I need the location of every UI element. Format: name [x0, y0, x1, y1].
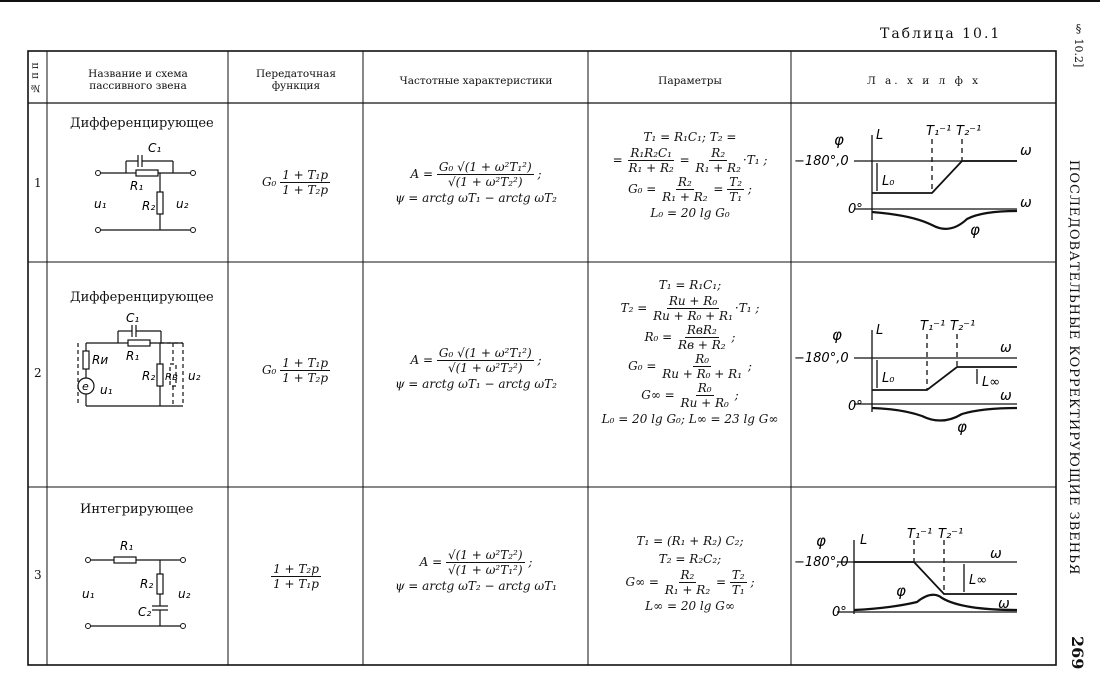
plot-t1: T₁⁻¹: [926, 124, 952, 139]
param-num: R₀: [695, 352, 710, 366]
param-den: R₁ + R₂: [628, 161, 674, 175]
parameters: T₁ = R₁C₁; T₂ = = $\frac{\text{R₁R₂C₁}}{\text{R₁ + R₂}}$ = $\frac{\text{R₂}}{\text{R₁ + R₂}}$ ·T₁ ; G₀ = $\frac{\text{R₂}}{\text{R₁ + R₂}}$ = $\frac{\text{T₂}}{\text{T₁}}$ ; L₀ = 20 lg G₀: [589, 128, 791, 222]
tf-num: 1 + T₂p: [273, 562, 319, 576]
label-u1: u₁: [82, 587, 95, 601]
label-c2: C₂: [138, 605, 152, 619]
param-num: R₀: [697, 381, 712, 395]
label-r1: R₁: [130, 179, 144, 193]
freq-a-den: √(1 + ω²T₁²): [447, 563, 523, 577]
plot-t2: T₂⁻¹: [950, 319, 976, 334]
row-title: Дифференцирующее: [70, 290, 214, 305]
header-transfer-line1: Передаточная: [256, 68, 336, 80]
plot-t2: T₂⁻¹: [956, 124, 982, 139]
plot-omega: ω: [990, 546, 1002, 562]
param-line: L∞ = 20 lg G∞: [645, 599, 735, 613]
row-title: Интегрирующее: [80, 502, 194, 517]
plot-y180: −180°,0: [794, 351, 849, 366]
param-line: L₀ = 20 lg G₀; L∞ = 23 lg G∞: [601, 412, 779, 426]
plot-omega: ω: [1000, 388, 1012, 404]
freq-characteristics: A = $\frac{\text{√(1 + ω²T₂²)}}{\text{√(1 + ω²T₁²)}}$ ; ψ = arctg ωT₂ − arctg ωT₁: [364, 548, 588, 595]
plot-omega: ω: [1020, 195, 1032, 211]
freq-characteristics: A = $\frac{\text{G₀ √(1 + ω²T₁²)}}{\text{√(1 + ω²T₂²)}}$ ; ψ = arctg ωT₁ − arctg ωT₂: [364, 160, 588, 207]
row-title: Дифференцирующее: [70, 116, 214, 131]
plot-y0: 0°: [832, 605, 847, 620]
plot-L: L: [860, 533, 868, 548]
param-num: T₂: [729, 175, 743, 189]
plot-Linf: L∞: [982, 375, 1001, 390]
circuit-diagram: [48, 306, 228, 446]
param-line: T₁ = R₁C₁;: [658, 278, 722, 292]
label-u2: u₂: [188, 369, 201, 383]
parameters: T₁ = R₁C₁; T₂ = $\frac{\text{Rи + R₀}}{\text{Rи + R₀ + R₁}}$ ·T₁ ; R₀ = $\frac{\text{RвR₂}}{\text{Rв + R₂}}$ ; G₀ = $\frac{\text{R₀}}{\text{Rи + R₀ + R₁}}$ ; G∞ = $\frac{\text{R₀}}{\text{Rи + R₀}}$ ; L₀ = 20 lg G₀; L∞ = 23 lg G∞: [589, 276, 791, 428]
param-den: R₁ + R₂: [664, 583, 711, 597]
param-num: T₂: [731, 568, 745, 582]
plot-y180: −180°,0: [794, 154, 849, 169]
param-den: R₁ + R₂: [695, 161, 741, 175]
row-num: 3: [34, 568, 42, 582]
plot-omega: ω: [1020, 143, 1032, 159]
param-num: RвR₂: [686, 323, 717, 337]
circuit-diagram: [48, 518, 228, 658]
parameters: T₁ = (R₁ + R₂) C₂; T₂ = R₂C₂; G∞ = $\frac{\text{R₂}}{\text{R₁ + R₂}}$ = $\frac{\text{T₂}}{\text{T₁}}$ ; L∞ = 20 lg G∞: [589, 532, 791, 615]
freq-psi: ψ = arctg ωT₁ − arctg ωT₂: [395, 191, 557, 205]
param-den: Rи + R₀: [680, 396, 729, 410]
plot-L0: L₀: [882, 371, 895, 386]
freq-a-label: A =: [419, 555, 443, 569]
plot-phi: φ: [832, 326, 842, 344]
tf-num: 1 + T₁p: [282, 168, 329, 182]
param-line: T₁ = (R₁ + R₂) C₂;: [636, 534, 744, 548]
circuit-diagram: [48, 130, 228, 260]
param-den: T₁: [731, 583, 745, 597]
label-r1: R₁: [126, 349, 140, 363]
bode-plot: [792, 115, 1056, 255]
header-lachx: Л а. х и л ф х: [866, 75, 982, 87]
label-r2: R₂: [142, 199, 156, 213]
tf-gain: G₀: [261, 363, 277, 377]
plot-t2: T₂⁻¹: [938, 527, 964, 542]
freq-a-den: √(1 + ω²T₂²): [447, 361, 523, 375]
header-name-line1: Название и схема: [88, 68, 188, 80]
plot-phi: φ: [834, 131, 844, 149]
label-u1: u₁: [100, 383, 113, 397]
tf-den: 1 + T₁p: [273, 577, 319, 591]
param-num: R₂: [711, 146, 726, 160]
header-transfer: [229, 68, 363, 92]
param-den: T₁: [729, 190, 743, 204]
header-params: Параметры: [658, 75, 722, 87]
tf-fraction: [280, 356, 330, 385]
plot-omega: ω: [998, 596, 1010, 612]
param-den: Rи + R₀ + R₁: [653, 309, 733, 323]
label-c1: C₁: [148, 141, 162, 155]
freq-a-fraction: [446, 548, 525, 577]
plot-phi-curve: φ: [970, 221, 980, 239]
label-ri: Rи: [92, 353, 109, 367]
transfer-function: [229, 356, 363, 385]
label-r1: R₁: [120, 539, 134, 553]
transfer-function: [229, 562, 363, 591]
param-den: Rв + R₂: [678, 338, 726, 352]
header-num: № п п: [30, 62, 41, 94]
param-line: L₀ = 20 lg G₀: [650, 206, 730, 220]
freq-a-fraction: [437, 346, 534, 375]
freq-a-num: √(1 + ω²T₂²): [447, 548, 523, 562]
freq-a-num: G₀ √(1 + ω²T₁²): [438, 346, 532, 360]
plot-t1: T₁⁻¹: [920, 319, 946, 334]
freq-a-den: √(1 + ω²T₂²): [447, 175, 523, 189]
param-den: Rи + R₀ + R₁: [662, 367, 743, 381]
tf-fraction: [271, 562, 321, 591]
label-r2: R₂: [140, 577, 154, 591]
tf-den: 1 + T₂p: [282, 371, 329, 385]
freq-psi: ψ = arctg ωT₁ − arctg ωT₂: [395, 377, 557, 391]
label-r2: R₂: [142, 369, 156, 383]
param-den: R₁ + R₂: [662, 190, 708, 204]
page-number: 269: [1068, 636, 1087, 670]
table-title: Таблица 10.1: [880, 26, 1002, 42]
plot-t1: T₁⁻¹: [907, 527, 933, 542]
param-num: R₂: [680, 568, 695, 582]
param-line: T₂ = R₂C₂;: [658, 552, 722, 566]
plot-phi: φ: [816, 532, 826, 550]
plot-Linf: L∞: [969, 573, 988, 588]
freq-a-fraction: [437, 160, 534, 189]
label-e: e: [82, 380, 89, 393]
label-u1: u₁: [94, 197, 107, 211]
param-num: R₁R₂C₁: [630, 146, 672, 160]
freq-psi: ψ = arctg ωT₂ − arctg ωT₁: [395, 579, 557, 593]
header-name: [48, 68, 228, 92]
plot-L: L: [876, 323, 884, 338]
tf-den: 1 + T₂p: [282, 183, 329, 197]
freq-characteristics: A = $\frac{\text{G₀ √(1 + ω²T₁²)}}{\text{√(1 + ω²T₂²)}}$ ; ψ = arctg ωT₁ − arctg ωT₂: [364, 346, 588, 393]
row-num: 1: [34, 176, 42, 190]
label-u2: u₂: [178, 587, 191, 601]
plot-y0: 0°: [848, 399, 863, 414]
tf-gain: G₀: [261, 175, 277, 189]
plot-phi-curve: φ: [896, 582, 906, 600]
plot-y180: −180°,0: [794, 555, 849, 570]
plot-L: L: [876, 128, 884, 143]
param-num: R₂: [677, 175, 692, 189]
header-freq: Частотные характеристики: [399, 75, 553, 87]
label-rv: Rв: [165, 372, 178, 383]
plot-y0: 0°: [848, 202, 863, 217]
tf-fraction: [280, 168, 330, 197]
header-name-line2: пассивного звена: [89, 80, 187, 92]
bode-plot: [792, 312, 1056, 452]
running-title: ПОСЛЕДОВАТЕЛЬНЫЕ КОРРЕКТИРУЮЩИЕ ЗВЕНЬЯ: [1066, 160, 1081, 576]
tf-num: 1 + T₁p: [282, 356, 329, 370]
plot-phi-curve: φ: [957, 418, 967, 436]
label-c1: C₁: [126, 311, 140, 325]
header-transfer-line2: функция: [271, 80, 321, 92]
bode-plot: [792, 522, 1056, 662]
section-mark: § 10.2]: [1072, 22, 1085, 68]
freq-a-label: A =: [410, 353, 434, 367]
freq-a-label: A =: [410, 167, 434, 181]
param-num: Rи + R₀: [668, 294, 718, 308]
plot-omega: ω: [1000, 340, 1012, 356]
transfer-function: [229, 168, 363, 197]
param-line: T₁ = R₁C₁; T₂ =: [643, 130, 737, 144]
label-u2: u₂: [176, 197, 189, 211]
row-num: 2: [34, 366, 42, 380]
plot-L0: L₀: [882, 174, 895, 189]
freq-a-num: G₀ √(1 + ω²T₁²): [438, 160, 532, 174]
